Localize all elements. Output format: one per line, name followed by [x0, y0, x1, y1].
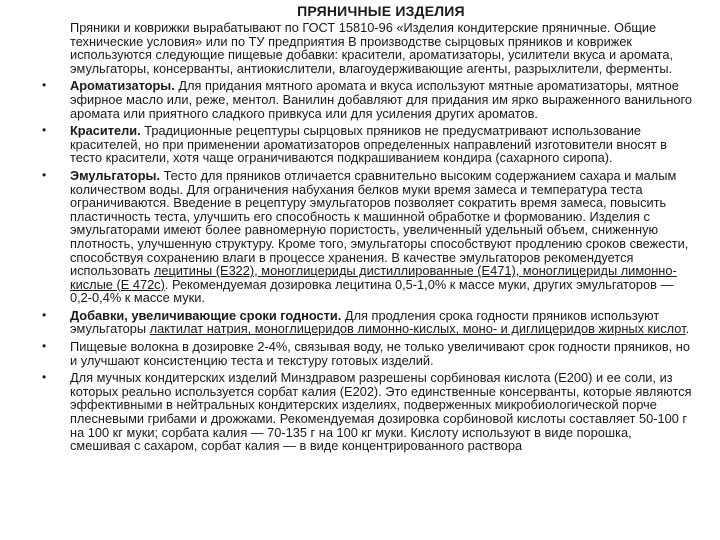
- intro-paragraph: Пряники и коврижки вырабатывают по ГОСТ 15810-96 «Изделия кондитерские пряничные. Общие технические условия» или по ТУ предприятия В производстве сырцовых пряников и коврижек используются следующие пищевые добавки: красители, ароматизаторы, усилители вкуса и аромата, эмульгаторы, консерванты, антиокислители, влагоудерживающие агенты, разрыхлители, ферменты.: [70, 20, 674, 76]
- item-heading: Добавки, увеличивающие сроки годности.: [70, 307, 342, 323]
- list-item: [42, 307, 692, 337]
- item-text-tail: . Рекомендуемая дозировка лецитина 0,5-1,0% к массе муки, других эмульгаторов — 0,2-0,4% к массе муки.: [70, 276, 674, 306]
- list-item: [42, 167, 692, 306]
- page-title: ПРЯНИЧНЫЕ ИЗДЕЛИЯ: [297, 3, 465, 19]
- underlined-text: лецитины (Е322), моноглицериды дистиллированные (Е471), моноглицериды лимонно-кислые (Е 472с): [70, 263, 677, 292]
- item-text: Для мучных кондитерских изделий Минздравом разрешены сорбиновая кислота (Е200) и ее соли, из которых реально используется сорбат калия (Е202). Это единственные консерванты, которые являются эффективными в нейтральных кондитерских изделиях, подверженных микробиологической порче плесневыми грибами и дрожжами. Рекомендуемая дозировка сорбиновой кислоты составляет 50-100 г на 100 кг муки; сорбата калия — 70-135 г на 100 кг муки. Кислоту используют в виде порошка, смешивая с сахаром, сорбат калия — в виде концентрированного раствора: [70, 370, 692, 454]
- bullet-icon: •: [42, 78, 47, 93]
- underlined-text: лактилат натрия, моноглицеридов лимонно-кислых, моно- и диглицеридов жирных кислот: [149, 321, 686, 337]
- item-heading: Эмульгаторы.: [70, 167, 161, 183]
- bullet-icon: •: [42, 307, 47, 322]
- item-heading: Ароматизаторы.: [70, 78, 175, 94]
- item-text: Тесто для пряников отличается сравнительно высоким содержанием сахара и малым количеством воды. Для ограничения набухания белков муки время замеса и температура теста ограничиваются. Введение в рецептуру эмульгаторов позволяет сократить время замеса, повысить пластичность теста, улучшить его способность к машинной обработке и формованию. Изделия с эмульгаторами имеют более равномерную пористость, увеличенный удельный объем, сниженную плотность, улучшенную структуру. Кроме того, эмульгаторы способствуют продлению сроков свежести, способствуя сохранению влаги в процессе хранения. В качестве эмульгаторов рекомендуется использовать: [70, 167, 689, 279]
- bullet-icon: •: [42, 370, 47, 385]
- bullet-icon: •: [42, 167, 47, 182]
- item-text: Пищевые волокна в дозировке 2-4%, связывая воду, не только увеличивают срок годности пряников, но и улучшают консистенцию теста и текстуру готовых изделий.: [70, 339, 690, 368]
- item-text: Для придания мятного аромата и вкуса используют мятные ароматизаторы, мятное эфирное масло или, реже, ментол. Ванилин добавляют для придания им ярко выраженного ванильного аромата или приятного сладкого привкуса или для усиления других ароматов.: [70, 78, 693, 121]
- item-text: Традиционные рецептуры сырцовых пряников не предусматривают использование красителей, но при применении ароматизаторов определенных направлений изготовители вносят в тесто красители, хотя чаще ограничиваются подкрашиванием кондира (сахарного сиропа).: [70, 123, 667, 166]
- item-text: Для продления срока годности пряников используют эмульгаторы: [70, 307, 660, 337]
- item-heading: Красители.: [70, 123, 141, 139]
- list-item: [42, 123, 692, 166]
- item-text-tail: .: [685, 321, 690, 337]
- list-item: [42, 78, 693, 121]
- bullet-icon: •: [42, 339, 47, 354]
- bullet-list: [42, 78, 693, 454]
- bullet-icon: •: [42, 123, 47, 138]
- list-item: [42, 339, 692, 368]
- list-item: [42, 370, 692, 454]
